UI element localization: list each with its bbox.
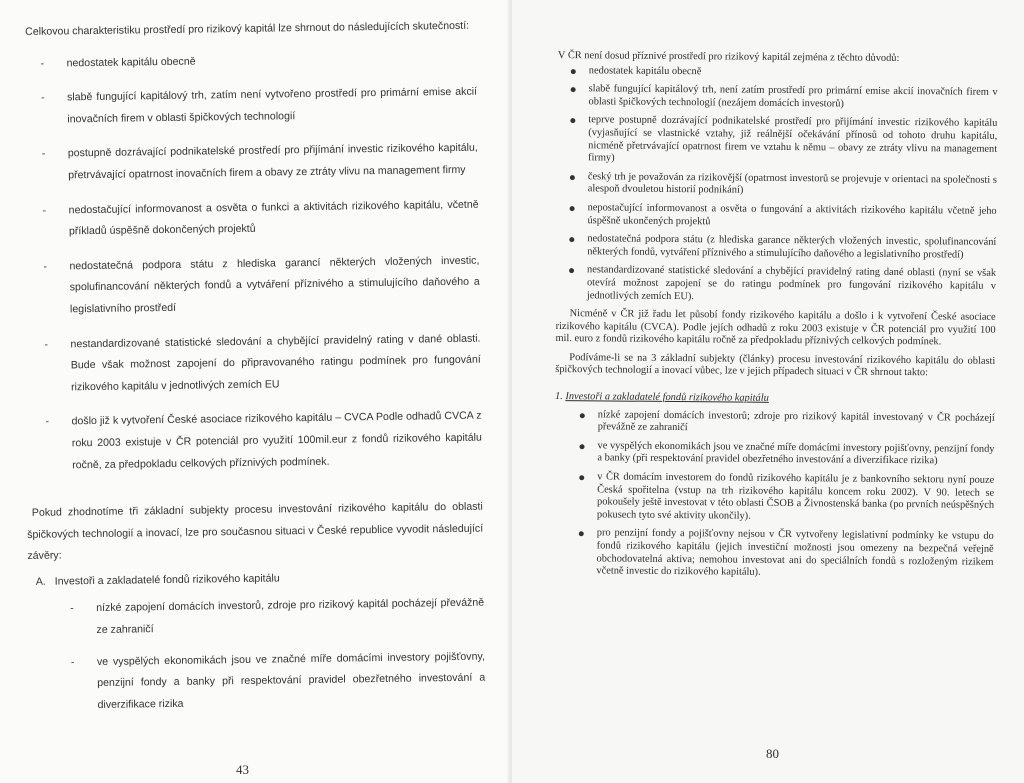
- list-item: - ve vyspělých ekonomikách jsou ve značné míře domácími investory pojišťovny, penzijní fondy a banky při respektování pravidel obezřetného investování a diverzifikace rizika: [71, 646, 486, 717]
- list-item: nízké zapojení domácích investorů; zdroje pro rizikový kapitál investovaný v ČR pocházejí převážně ze zahraničí: [573, 409, 995, 438]
- right-section-1-number: 1.: [554, 391, 563, 403]
- right-page-content: [553, 50, 998, 588]
- right-section-1-title: Investoři a zakladatelé fondů rizikového kapitálu: [565, 391, 769, 404]
- right-bullet-list-1: [562, 65, 998, 306]
- list-item: český trh je považován za rizikovější (opatrnost investorů se projevuje v orientaci na společnosti s alespoň dvouletou historií podnikání): [563, 171, 997, 200]
- list-item: slabě fungující kapitálový trh, není zatím prostředí pro primární emise akcií inovačních firem v oblasti špičkových technologií (nezájem domácích investorů): [563, 83, 997, 112]
- right-bullet-list-2: [571, 409, 994, 582]
- left-page-number: 43: [236, 762, 249, 777]
- right-paragraph-subjects: Podíváme-li se na 3 základní subjekty (články) procesu investování rizikového kapitálu do oblasti špičkových technologií a inovací vůbec, lze v jejich případech situaci v ČR shrnout takto:: [555, 351, 996, 379]
- list-item: - nízké zapojení domácích investorů, zdroje pro rizikový kapitál pocházejí převážně ze zahraničí: [70, 593, 485, 642]
- list-item: - nedostačující informovanost a osvěta o funkci a aktivitách rizikového kapitálu, včetně příkladů úspěšně dokončených projektů: [42, 194, 479, 243]
- section-a-heading: [36, 565, 484, 593]
- list-item: pro penzijní fondy a pojišťovny nejsou v ČR vytvořeny legislativní podmínky ke vstupu do fondů rizikového kapitálu (jejich investiční možnosti jsou omezeny na bezpečná veřejně obchodovatelná aktiva; nemohou investovat ani do speciálních fondů s rozloženým rizikem včetně investic do rizikového kapitálu).: [571, 528, 993, 582]
- right-section-1-heading: [555, 391, 995, 407]
- list-item: - nedostatek kapitálu obecně: [40, 47, 476, 75]
- list-item: nestandardizované statistické sledování a chybějící pravidelný rating dané oblasti (nyní se však otevírá možnost zapojení se do ratingu podmínek pro fungování rizikového kapitálu v jednotlivých zemích EU).: [562, 264, 996, 306]
- list-item: nedostatečná podpora státu (z hlediska garance některých vložených investic, spolufinancování některých fondů, vytváření příznivého a stimulujícího daňového a legislativního prostředí): [562, 233, 996, 262]
- right-paragraph-cvca: Nicméně v ČR již řadu let působí fondy rizikového kapitálu a došlo i k vytvoření České asociace rizikového kapitálu (CVCA). Podle jejích odhadů z roku 2003 existuje v ČR potenciál pro využití 100 mil. euro z fondů rizikového kapitálu ročně za předpokladu příznivých celkových podmínek.: [555, 308, 996, 348]
- list-item: - došlo již k vytvoření České asociace rizikového kapitálu – CVCA Podle odhadů CVCA z roku 2003 existuje v ČR potenciál pro využití 100mil.eur z fondů rizikového kapitálu ročně, za předpokladu celkových příznivých podmínek.: [45, 406, 482, 477]
- left-dash-list-1: [20, 47, 482, 477]
- section-a-title: Investoři a zakladatelé fondů rizikového kapitálu: [54, 572, 280, 588]
- right-page-number: 80: [766, 746, 779, 761]
- left-page-content: [20, 16, 486, 728]
- section-a-label: A.: [35, 575, 46, 588]
- right-page: [512, 0, 1024, 783]
- list-item: - slabě fungující kapitálový trh, zatím není vytvořeno prostředí pro primární emise akcií inovačních firem v oblasti špičkových technologií: [41, 82, 478, 131]
- list-item: nepostačující informovanost a osvěta o fungování a aktivitách rizikového kapitálu včetně jeho úspěšně ukončených projektů: [562, 202, 996, 231]
- list-item: - nestandardizované statistické sledování a chybějící pravidelný rating v dané oblasti. Bude však možnost zapojení do připravovaného ratingu podmínek pro fungování rizikového kapitálu v jednotlivých zemích EU: [44, 328, 481, 399]
- right-intro-paragraph: V ČR není dosud příznivé prostředí pro rizikový kapitál zejména z těchto důvodů:: [557, 50, 900, 64]
- left-conclusion-paragraph: Pokud zhodnotíme tři základní subjekty procesu investování rizikového kapitálu do oblasti špičkových technologií a inovací, lze pro současnou situaci v České republice vyvodit následující závěry:: [27, 500, 484, 563]
- list-item: - nedostatečná podpora státu z hlediska garancí některých vložených investic, spolufinancování některých fondů a vytváření příznivého a stimulujícího daňového a legislativního prostředí: [43, 250, 480, 321]
- list-item: nedostatek kapitálu obecně: [564, 65, 998, 81]
- list-item: teprve postupně dozrávající podnikatelské prostředí pro přijímání investic rizikového kapitálu (vyjasňující se vlastnické vztahy, již reálnější očekávání přínosů od tohoto druhu kapitálu, nicméně přetrvávající opatrnost firem ve vztahu k němu – obavy ze ztráty vlivu na management firmy): [563, 114, 997, 168]
- list-item: - postupně dozrávající podnikatelské prostředí pro přijímání investic rizikového kapitálu, přetrvávající opatrnost inovačních firem a obavy ze ztráty vlivu na management firmy: [42, 138, 479, 187]
- list-item: v ČR domácím investorem do fondů rizikového kapitálu je z bankovního sektoru nyní pouze Česká spořitelna (vstup na trh rizikového kapitálu koncem roku 2002). V 90. letech se pokoušely ještě investovat v této oblasti ČSOB a Živnostenská banka (po prvních neúspěšných pokusech tyto své aktivity ukončily).: [572, 471, 994, 525]
- left-intro-paragraph: Celkovou charakteristiku prostředí pro rizikový kapitál lze shrnout do následujících skutečností:: [25, 19, 470, 38]
- list-item: ve vyspělých ekonomikách jsou ve značné míře domácími investory pojišťovny, penzijní fondy a banky (při respektování pravidel obezřetného investování a diverzifikace rizika): [572, 440, 994, 469]
- left-dash-list-2: [28, 593, 486, 717]
